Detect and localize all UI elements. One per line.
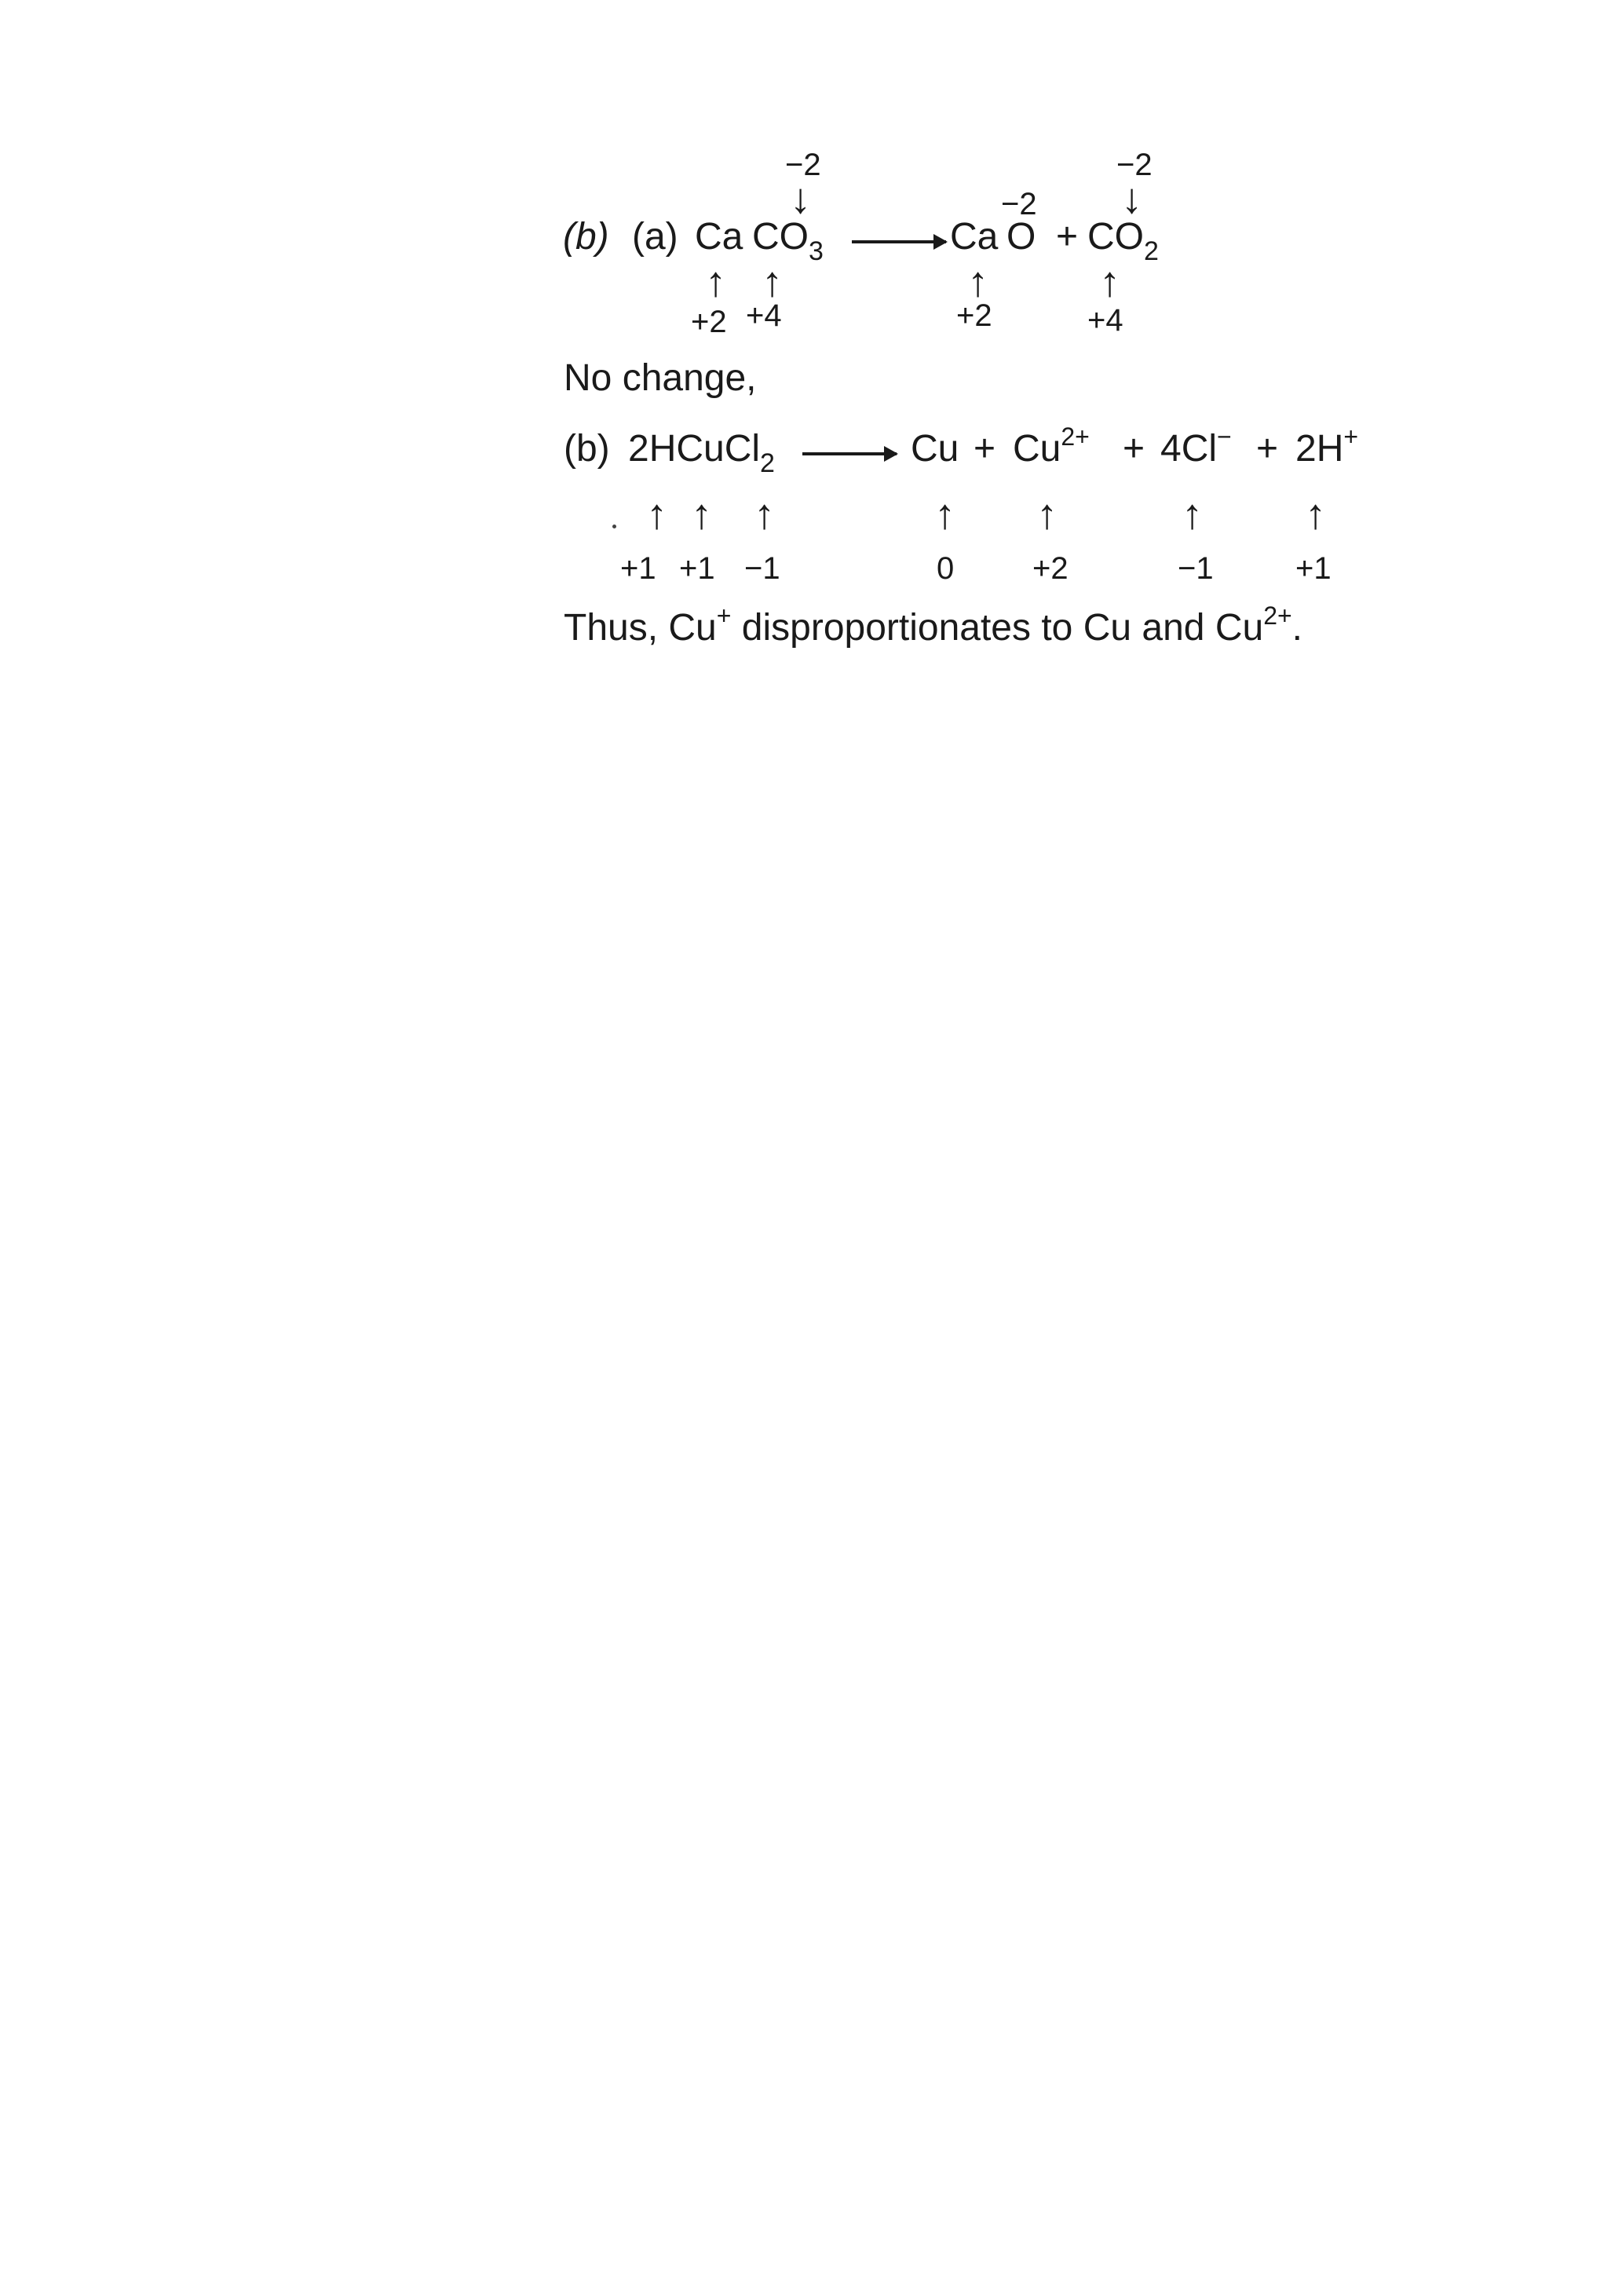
formula-hcucl2: 2HCuCl$_2$ xyxy=(628,428,775,478)
up-arrow-icon: ↑ xyxy=(1099,258,1120,305)
down-arrow-icon: ↓ xyxy=(790,175,811,222)
ox-number-c-product: +4 xyxy=(1087,303,1123,338)
formula-ca-product: Ca xyxy=(950,216,999,258)
plus-sign: + xyxy=(1123,428,1145,470)
formula-co2: $CO_2$ xyxy=(1087,216,1159,266)
reaction-arrow-icon xyxy=(852,240,946,243)
formula-co3: $CO_3$ xyxy=(752,216,824,266)
up-arrow-icon: ↑ xyxy=(646,491,667,538)
up-arrow-icon: ↑ xyxy=(934,491,955,538)
up-arrow-icon: ↑ xyxy=(762,258,783,305)
plus-sign: + xyxy=(1256,428,1279,470)
label-a: (a) xyxy=(632,216,678,258)
conclusion-text: Thus, Cu+ disproportionates to Cu and $Cu^{2+}$. xyxy=(564,601,1303,649)
up-arrow-icon: ↑ xyxy=(1036,491,1058,538)
plus-sign: + xyxy=(974,428,996,470)
ox-number-h: +1 xyxy=(620,551,656,586)
formula-4cl: 4Cl− xyxy=(1160,422,1232,470)
ox-number-ca: +2 xyxy=(691,305,727,339)
formula-ca: Ca xyxy=(695,216,743,258)
ox-number-cu2plus: +2 xyxy=(1032,551,1069,586)
up-arrow-icon: ↑ xyxy=(705,258,726,305)
formula-2h: 2H+ xyxy=(1295,422,1359,470)
ox-number-c: +4 xyxy=(746,298,782,333)
ox-number-cl-minus: −1 xyxy=(1178,551,1214,586)
up-arrow-icon: ↑ xyxy=(967,258,988,305)
down-arrow-icon: ↓ xyxy=(1121,175,1142,222)
ox-number-ca-product: +2 xyxy=(956,298,992,333)
stray-dot xyxy=(612,525,616,528)
ox-number-cl: −1 xyxy=(744,551,780,586)
up-arrow-icon: ↑ xyxy=(1182,491,1203,538)
up-arrow-icon: ↑ xyxy=(1305,491,1326,538)
up-arrow-icon: ↑ xyxy=(691,491,712,538)
ox-number-h-plus: +1 xyxy=(1295,551,1332,586)
up-arrow-icon: ↑ xyxy=(754,491,775,538)
label-b-italic: (b) xyxy=(563,216,609,258)
no-change-text: No change, xyxy=(564,357,757,399)
formula-cu2plus: $Cu^{2+}$ xyxy=(1013,422,1090,470)
plus-sign: + xyxy=(1056,216,1079,258)
ox-number-o-caco3: −2 xyxy=(785,148,821,182)
ox-number-o-cao: −2 xyxy=(1001,187,1037,221)
ox-number-cu-metal: 0 xyxy=(937,551,955,586)
formula-cu: Cu xyxy=(911,428,959,470)
label-b: (b) xyxy=(564,428,610,470)
ox-number-cu: +1 xyxy=(679,551,715,586)
reaction-arrow-icon xyxy=(802,452,897,455)
ox-number-o-co2: −2 xyxy=(1116,148,1153,182)
formula-o: O xyxy=(1006,216,1036,258)
